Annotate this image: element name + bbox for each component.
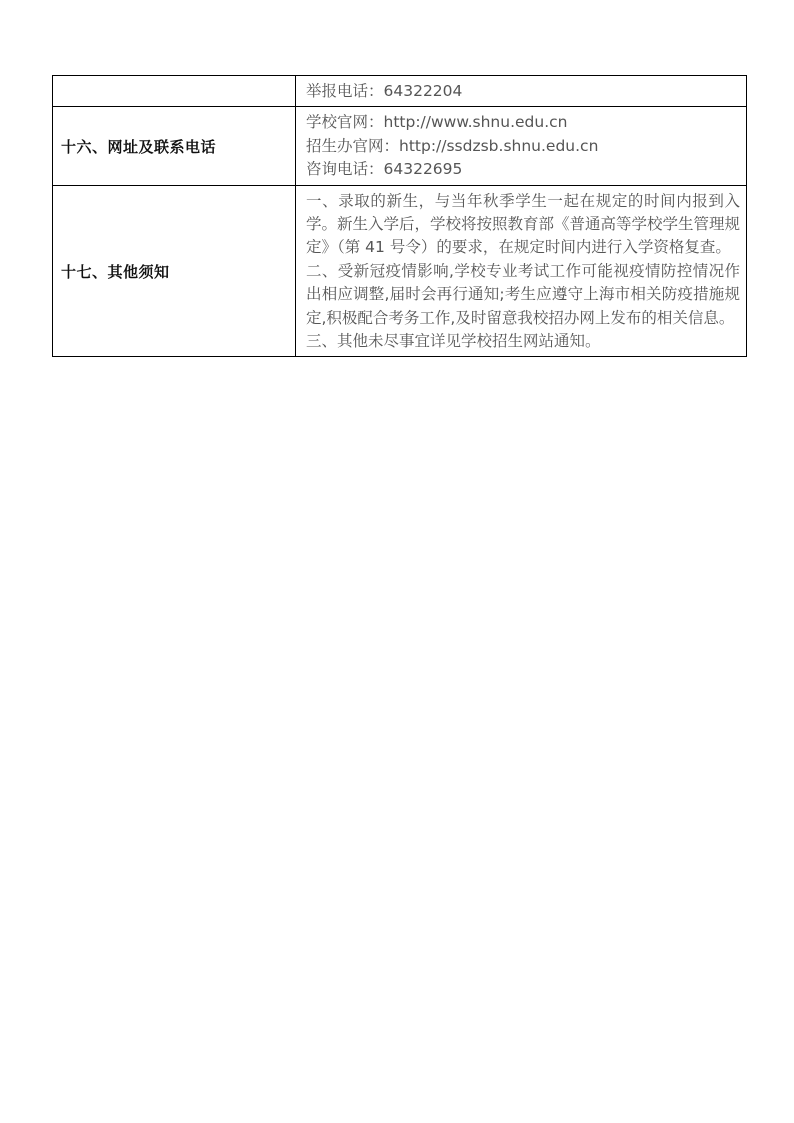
note-paragraph-3: 三、其他未尽事宜详见学校招生网站通知。 [306, 332, 601, 351]
table-row-websites-contact [53, 107, 747, 185]
note-paragraph-1: 一、录取的新生，与当年秋季学生一起在规定的时间内报到入学。新生入学后，学校将按照教育部《普通高等学校学生管理规定》（第 41 号令）的要求，在规定时间内进行入学资格复查。 [306, 191, 741, 257]
school-website: 学校官网：http://www.shnu.edu.cn [306, 113, 568, 132]
empty-label-cell [53, 76, 296, 107]
admissions-website: 招生办官网：http://ssdzsb.shnu.edu.cn [306, 136, 599, 155]
report-phone: 举报电话：64322204 [296, 76, 747, 107]
table-row-other-notes [53, 185, 747, 357]
other-notes-content [296, 185, 747, 357]
websites-contact-content [296, 107, 747, 185]
admissions-info-table [52, 75, 747, 357]
consult-phone: 咨询电话：64322695 [306, 160, 463, 179]
row-label-websites-contact: 十六、网址及联系电话 [53, 107, 296, 185]
table-row-report-phone [53, 76, 747, 107]
note-paragraph-2: 二、受新冠疫情影响,学校专业考试工作可能视疫情防控情况作出相应调整,届时会再行通知;考生应遵守上海市相关防疫措施规定,积极配合考务工作,及时留意我校招办网上发布的相关信息。 [306, 261, 740, 327]
row-label-other-notes: 十七、其他须知 [53, 185, 296, 357]
